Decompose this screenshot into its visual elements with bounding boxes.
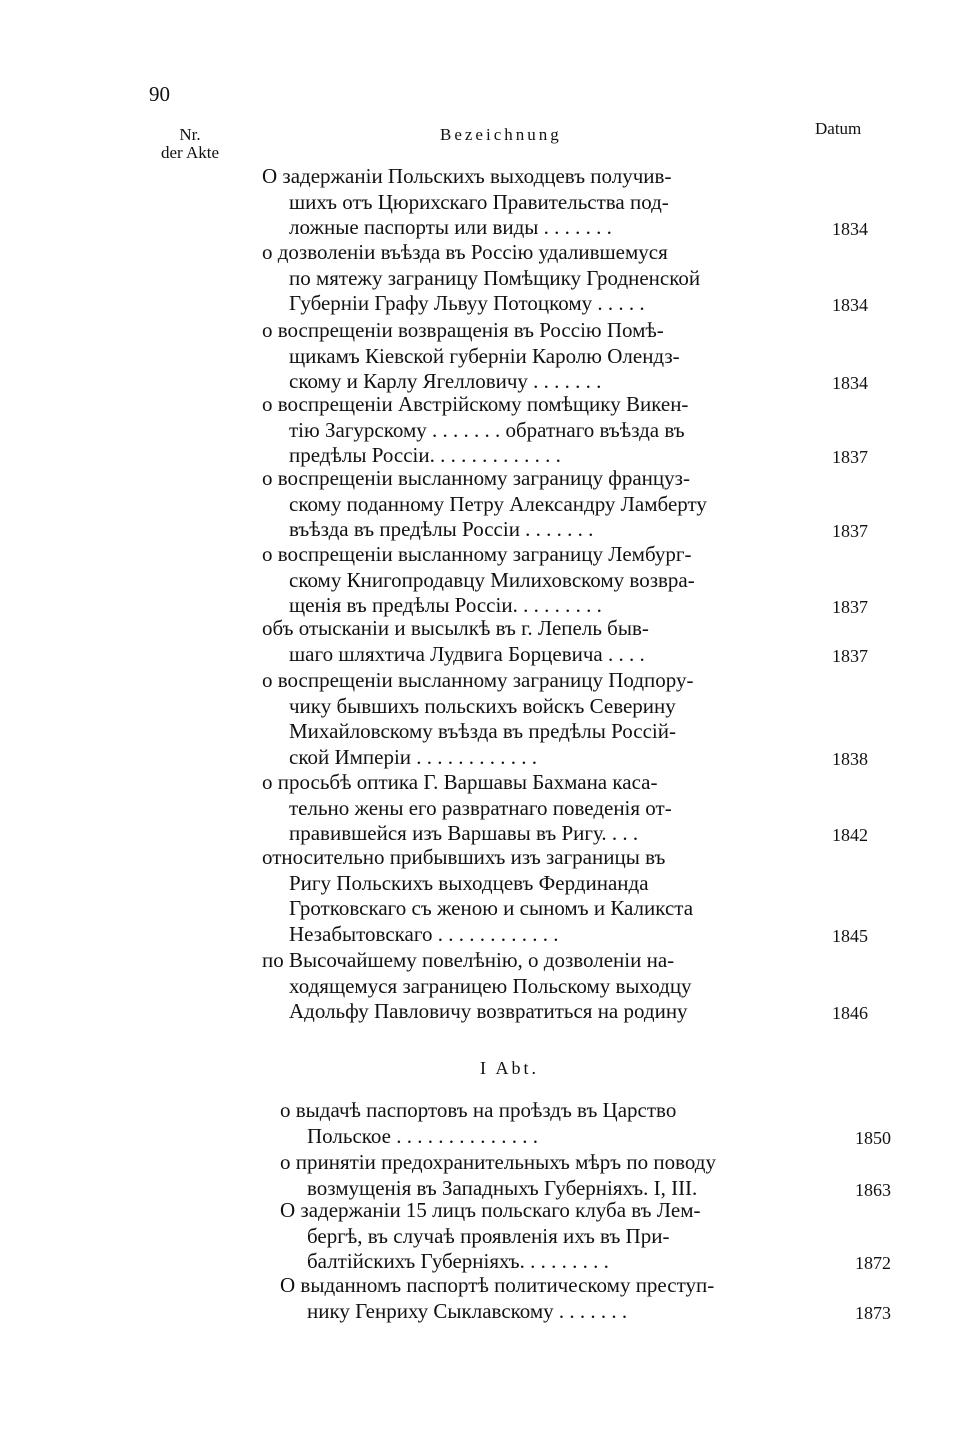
description-line: О задержаніи 15 лицъ польскаго клуба въ Лем- bbox=[280, 1198, 701, 1222]
description-line: Губерніи Графу Львуу Потоцкому . . . . . bbox=[289, 291, 645, 315]
entry-description bbox=[262, 770, 672, 847]
entry-date: 1846 bbox=[832, 1003, 868, 1023]
description-line: нику Генриху Сыклавскому . . . . . . . bbox=[307, 1298, 628, 1323]
description-line: Гротковскаго съ женою и сыномъ и Каликста bbox=[289, 896, 694, 920]
entry-date: 1837 bbox=[832, 447, 868, 467]
description-line: относительно прибывшихъ изъ заграницы въ bbox=[262, 845, 666, 869]
description-line: о дозволеніи въѣзда въ Россію удалившемуся bbox=[262, 240, 668, 264]
description-line: Ригу Польскихъ выходцевъ Фердинанда bbox=[289, 870, 649, 895]
description-line: шихъ отъ Цюрихскаго Правительства под- bbox=[289, 189, 669, 214]
entry-description bbox=[262, 240, 700, 317]
description-line: по Высочайшему повелѣнію, о дозволеніи на- bbox=[262, 948, 675, 972]
description-line: шаго шляхтича Лудвига Борцевича . . . . bbox=[289, 641, 645, 666]
entry-date: 1850 bbox=[855, 1127, 891, 1148]
column-header-bezeichnung: Bezeichnung bbox=[440, 125, 562, 144]
entry-date: 1838 bbox=[832, 748, 868, 769]
entry-description bbox=[262, 948, 692, 1025]
description-line: о просьбѣ оптика Г. Варшавы Бахмана каса- bbox=[262, 770, 658, 794]
column-header-datum: Datum bbox=[815, 119, 862, 138]
entry-description bbox=[262, 466, 707, 543]
column-header-nr-sublabel: der Akte bbox=[160, 143, 220, 162]
description-line: балтійскихъ Губерніяхъ. . . . . . . . . bbox=[307, 1249, 609, 1273]
description-line: Михайловскому въѣзда въ предѣлы Россій- bbox=[289, 719, 676, 743]
entry-date: 1872 bbox=[855, 1253, 891, 1273]
entry-description bbox=[280, 1198, 701, 1275]
entry-date: 1837 bbox=[832, 645, 868, 666]
description-line: ходящемуся заграницею Польскому выходцу bbox=[289, 973, 692, 998]
entry-description bbox=[262, 318, 680, 395]
description-line: тію Загурскому . . . . . . . обратнаго въѣзда въ bbox=[289, 417, 685, 442]
entry-description bbox=[262, 616, 649, 667]
description-line: Польское . . . . . . . . . . . . . . bbox=[307, 1123, 538, 1148]
description-line: О задержаніи Польскихъ выходцевъ получив- bbox=[262, 164, 672, 188]
section-title: I Abt. bbox=[480, 1058, 540, 1078]
description-line: чику бывшихъ польскихъ войскъ Северину bbox=[289, 693, 676, 718]
description-line: скому поданному Петру Александру Ламберту bbox=[289, 491, 707, 516]
entry-description bbox=[280, 1273, 714, 1324]
description-line: о воспрещеніи высланному заграницу француз- bbox=[262, 466, 690, 490]
description-line: бергѣ, въ случаѣ проявленія ихъ въ При- bbox=[307, 1223, 670, 1248]
description-line: о воспрещеніи Австрійскому помѣщику Викен- bbox=[262, 392, 689, 416]
entry-description bbox=[280, 1150, 716, 1201]
column-header-nr-label: Nr. bbox=[179, 125, 201, 144]
description-line: Адольфу Павловичу возвратиться на родину bbox=[289, 999, 688, 1023]
description-line: о воспрещеніи возвращенія въ Россію Помѣ- bbox=[262, 318, 664, 342]
description-line: ской Имперіи . . . . . . . . . . . . bbox=[289, 744, 538, 769]
entry-description bbox=[262, 164, 671, 241]
description-line: щикамъ Кіевской губерніи Каролю Олендз- bbox=[289, 343, 680, 368]
description-line: о принятіи предохранительныхъ мѣръ по поводу bbox=[280, 1150, 716, 1174]
entry-date: 1873 bbox=[855, 1302, 891, 1323]
entry-date: 1845 bbox=[832, 925, 868, 946]
description-line: въѣзда въ предѣлы Россіи . . . . . . . bbox=[289, 517, 594, 541]
entry-date: 1863 bbox=[855, 1179, 891, 1200]
entry-date: 1837 bbox=[832, 597, 868, 617]
entry-date: 1834 bbox=[832, 219, 868, 239]
description-line: о воспрещеніи высланному заграницу Подпору- bbox=[262, 668, 694, 692]
description-line: щенія въ предѣлы Россіи. . . . . . . . . bbox=[289, 593, 602, 617]
description-line: предѣлы Россіи. . . . . . . . . . . . . bbox=[289, 443, 561, 467]
description-line: скому и Карлу Ягелловичу . . . . . . . bbox=[289, 369, 602, 393]
entry-date: 1837 bbox=[832, 521, 868, 541]
column-header-nr bbox=[140, 126, 240, 162]
description-line: тельно жены его развратнаго поведенія от- bbox=[289, 795, 672, 820]
description-line: ложные паспорты или виды . . . . . . . bbox=[289, 215, 612, 239]
entry-description bbox=[262, 668, 693, 770]
description-line: объ отысканіи и высылкѣ въ г. Лепель быв- bbox=[262, 616, 649, 640]
entry-description bbox=[262, 542, 695, 619]
description-line: о воспрещеніи высланному заграницу Лембург- bbox=[262, 542, 692, 566]
description-line: о выдачѣ паспортовъ на проѣздъ въ Царство bbox=[280, 1098, 677, 1122]
entry-date: 1834 bbox=[832, 295, 868, 315]
entry-description bbox=[280, 1098, 676, 1149]
description-line: по мятежу заграницу Помѣщику Гродненской bbox=[289, 265, 701, 290]
entry-description bbox=[262, 845, 693, 947]
description-line: Незабытовскаго . . . . . . . . . . . . bbox=[289, 921, 559, 946]
description-line: О выданномъ паспортѣ политическому преступ- bbox=[280, 1273, 715, 1297]
entry-date: 1834 bbox=[832, 373, 868, 393]
description-line: правившейся изъ Варшавы въ Ригу. . . . bbox=[289, 821, 639, 845]
page-number: 90 bbox=[149, 82, 170, 106]
description-line: возмущенія въ Западныхъ Губерніяхъ. I, III. bbox=[307, 1175, 698, 1200]
entry-description bbox=[262, 392, 688, 469]
description-line: скому Книгопродавцу Милиховскому возвра- bbox=[289, 567, 695, 592]
entry-date: 1842 bbox=[832, 825, 868, 845]
